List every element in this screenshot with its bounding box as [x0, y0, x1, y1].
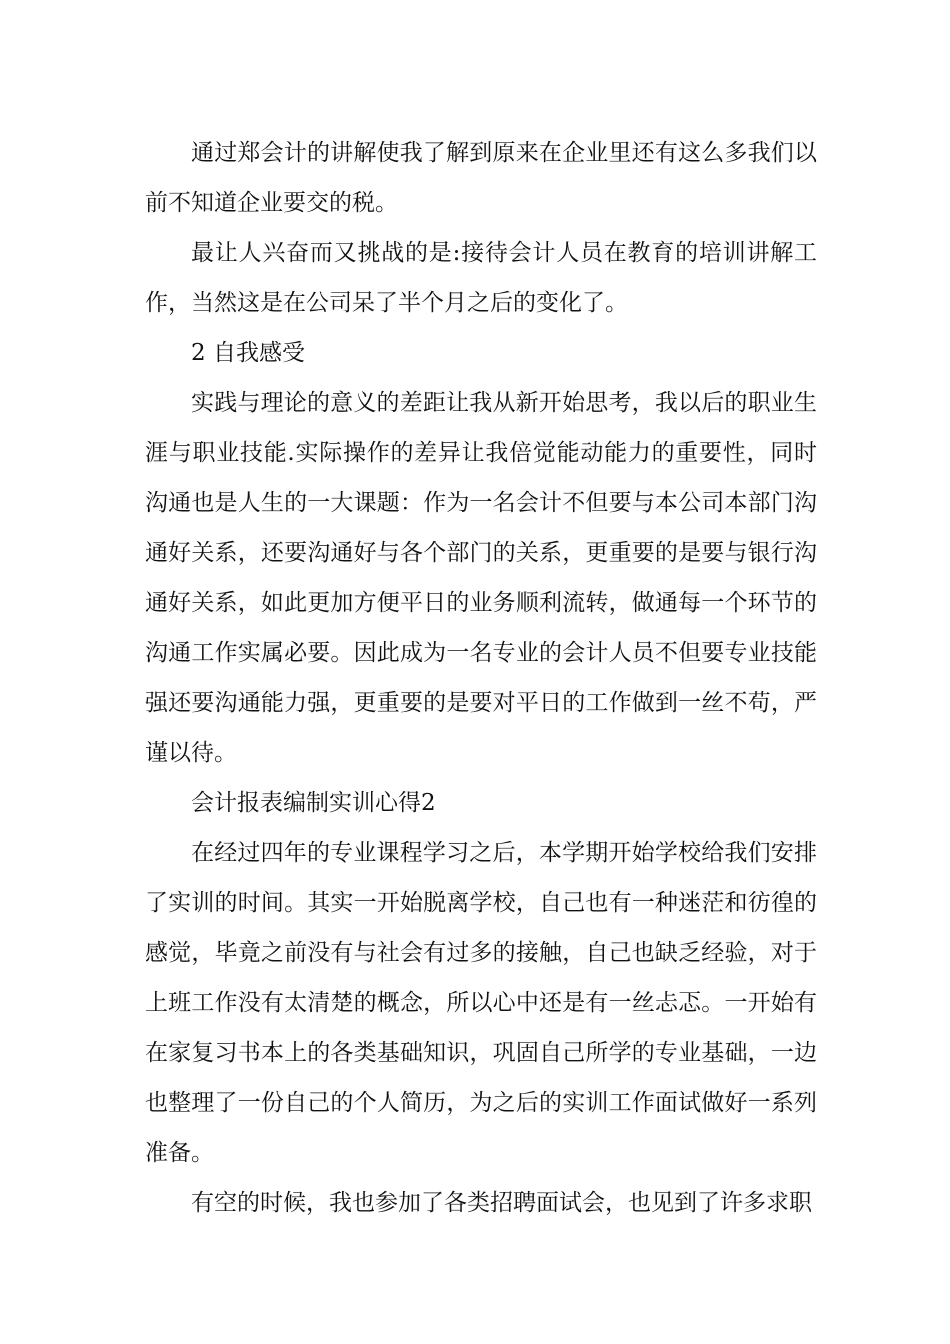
paragraph-job-fairs: 有空的时候，我也参加了各类招聘面试会，也见到了许多求职 — [191, 1190, 812, 1216]
paragraph-four-years: 在经过四年的专业课程学习之后，本学期开始学校给我们安排了实训的时间。其实一开始脱离学校，自己也有一种迷茫和彷徨的感觉，毕竟之前没有与社会有过多的接触，自己也缺乏经验，对于上班工作没有太清楚的概念，所以心中还是有一丝忐忑。一开始有在家复习书本上的各类基础知识，巩固自己所学的专业基础，一边也整理了一份自己的个人简历，为之后的实训工作面试做好一系列准备。 — [145, 840, 817, 1166]
paragraph-training-work: 最让人兴奋而又挑战的是:接待会计人员在教育的培训讲解工作，当然这是在公司呆了半个月之后的变化了。 — [145, 240, 817, 316]
document-body — [145, 128, 817, 1228]
paragraph-tax-explanation: 通过郑会计的讲解使我了解到原来在企业里还有这么多我们以前不知道企业要交的税。 — [145, 140, 817, 216]
section-heading-self-feeling: 2 自我感受 — [191, 340, 305, 366]
paragraph-practice-theory: 实践与理论的意义的差距让我从新开始思考，我以后的职业生涯与职业技能.实际操作的差异让我倍觉能动能力的重要性，同时沟通也是人生的一大课题：作为一名会计不但要与本公司本部门沟通好关系，还要沟通好与各个部门的关系，更重要的是要与银行沟通好关系，如此更加方便平日的业务顺利流转，做通每一个环节的沟通工作实属必要。因此成为一名专业的会计人员不但要专业技能强还要沟通能力强，更重要的是要对平日的工作做到一丝不苟，严谨以待。 — [145, 390, 817, 766]
section-heading-report-2: 会计报表编制实训心得2 — [191, 790, 436, 816]
